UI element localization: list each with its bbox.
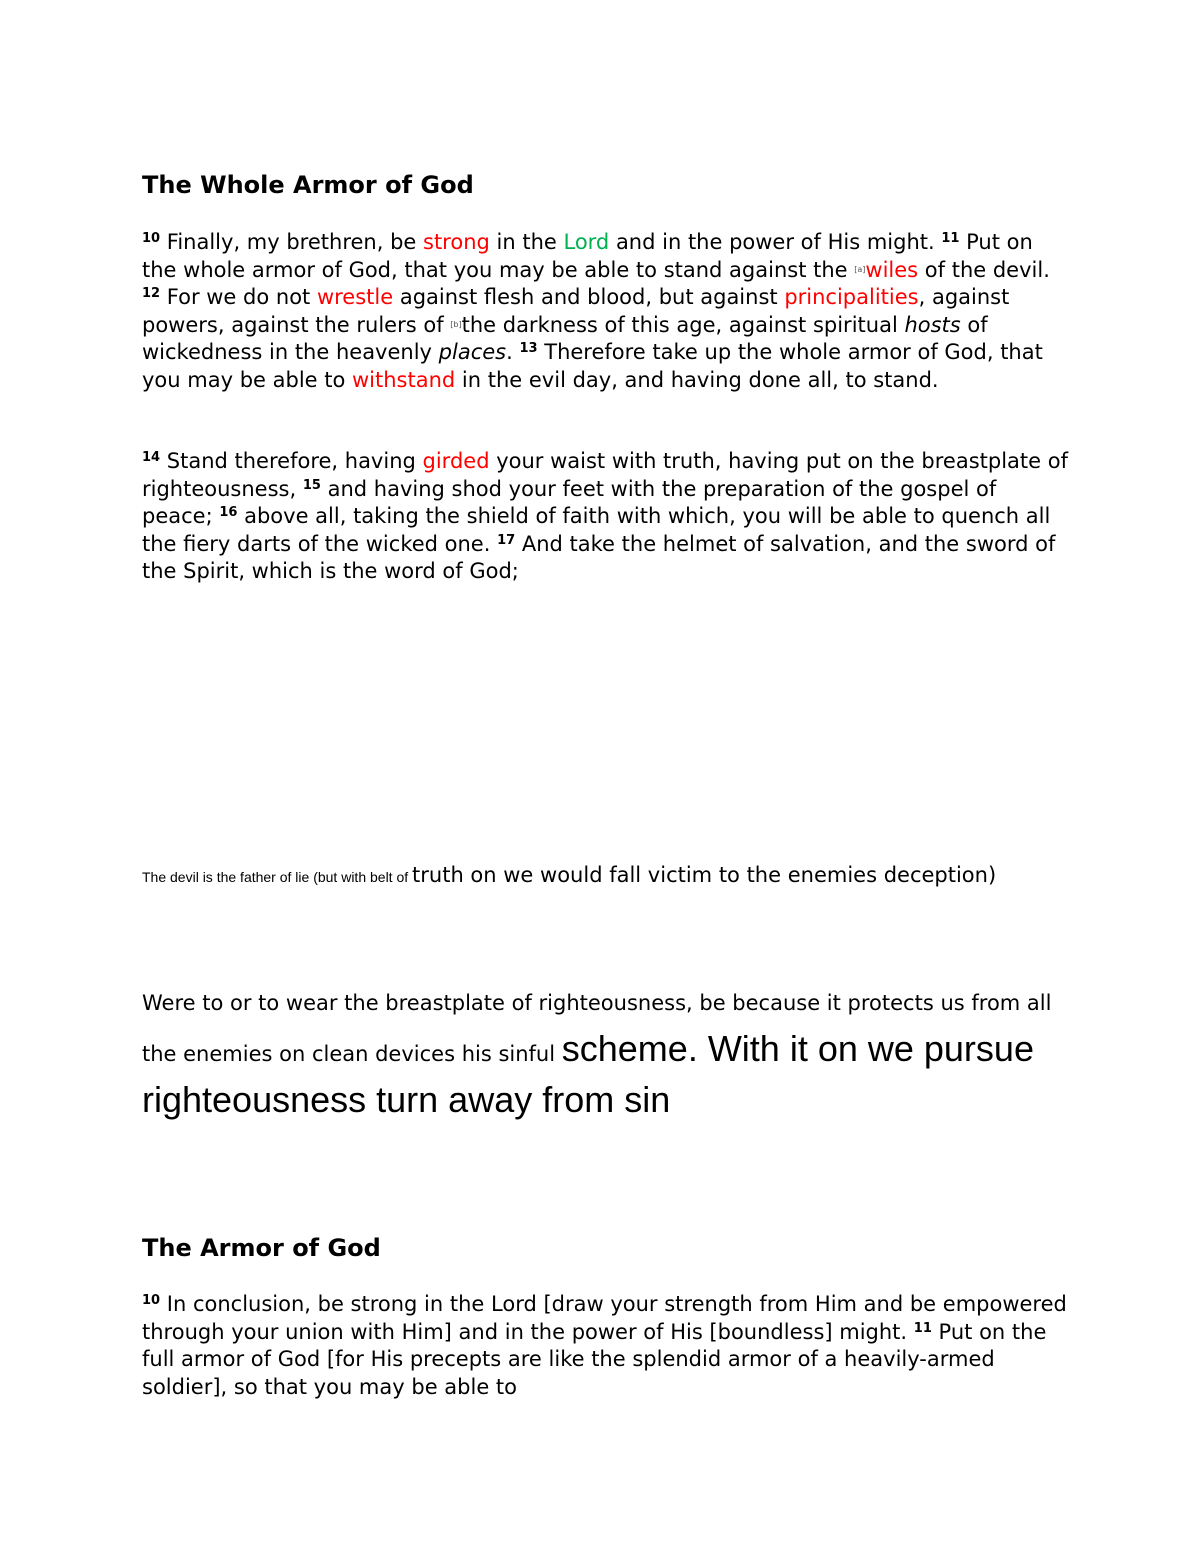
highlight-word: withstand xyxy=(352,367,456,392)
verse-number: 10 xyxy=(142,1293,161,1308)
highlight-word: strong xyxy=(423,230,490,254)
passage-text: in the evil day, and having done all, to stand. xyxy=(455,367,939,392)
passage-text: in the xyxy=(489,230,564,254)
footnote-marker[interactable]: [b] xyxy=(450,319,462,329)
passage-text: And take the helmet of salvation, and the sword of the Spirit, which is the word of God; xyxy=(142,531,1056,583)
passage-block xyxy=(142,229,1072,394)
highlight-word: girded xyxy=(422,449,490,473)
verse-number: 17 xyxy=(497,532,516,548)
verse-number: 16 xyxy=(219,505,238,520)
verse-number: 13 xyxy=(519,341,538,356)
passage-text: against flesh and blood, but against xyxy=(393,285,785,309)
note-small-text: The devil is the father of lie (but with belt of xyxy=(142,869,413,885)
note-block xyxy=(142,860,1072,892)
passage-paragraph xyxy=(142,229,1072,394)
note-text: truth on we would fall victim to the enemies deception) xyxy=(412,863,997,887)
italic-word: places xyxy=(438,340,507,364)
section-heading xyxy=(142,1233,1072,1263)
note-large-text: scheme. With it on we pursue righteousness turn away from sin xyxy=(142,1028,1034,1120)
passage-text: In conclusion, be strong in the Lord [draw your strength from Him and be empowered through your union with Him] and in the power of His [boundless] might. xyxy=(142,1292,1067,1344)
verse-number: 14 xyxy=(142,450,161,465)
passage-text: . xyxy=(506,340,520,364)
note-paragraph xyxy=(142,860,1072,892)
heading-whole-armor: The Whole Armor of God xyxy=(142,171,474,199)
section-heading xyxy=(142,170,1072,200)
passage-block xyxy=(142,1291,1072,1401)
note-paragraph xyxy=(142,980,1072,1128)
verse-number: 10 xyxy=(142,231,161,246)
passage-text: Put on the full armor of God [for His precepts are like the splendid armor of a heavily-armed soldier], so that you may be able to xyxy=(142,1319,1047,1399)
passage-text: and having shod your feet with the preparation of the gospel of peace; xyxy=(142,476,997,528)
note-block xyxy=(142,980,1072,1128)
passage-text: of wickedness in the heavenly xyxy=(142,312,988,364)
footnote-marker[interactable]: [a] xyxy=(854,264,866,274)
italic-word: hosts xyxy=(904,312,961,337)
verse-number: 11 xyxy=(941,231,960,246)
passage-text: Put on the whole armor of God, that you may be able to stand against the xyxy=(142,230,1033,282)
highlight-word: wrestle xyxy=(316,285,394,309)
passage-text: Stand therefore, having xyxy=(160,449,423,473)
passage-text: above all, taking the shield of faith with which, you will be able to quench all the fiery darts of the wicked one. xyxy=(142,504,1051,556)
passage-text: of the devil. xyxy=(918,257,1050,282)
passage-text: For we do not xyxy=(160,285,317,309)
verse-number: 12 xyxy=(142,286,161,301)
verse-number: 11 xyxy=(913,1320,932,1336)
passage-paragraph xyxy=(142,448,1072,586)
passage-text: the darkness of this age, against spiritual xyxy=(461,312,905,337)
passage-text: and in the power of His might. xyxy=(609,230,942,254)
verse-number: 15 xyxy=(302,477,321,493)
heading-armor-of-god: The Armor of God xyxy=(142,1234,381,1262)
note-text: Were to or to wear the breastplate of righteousness, be because it protects us from all the enemies on clean devices his sinful xyxy=(142,991,1052,1066)
passage-paragraph xyxy=(142,1291,1072,1401)
highlight-word: wiles xyxy=(865,257,919,282)
passage-text: , against powers, against the rulers of xyxy=(142,285,1010,337)
passage-text: Finally, my brethren, be xyxy=(166,230,423,254)
passage-block xyxy=(142,448,1072,586)
highlight-word: principalities xyxy=(784,285,919,309)
passage-text: Therefore take up the whole armor of God, that you may be able to xyxy=(142,340,1043,392)
highlight-word: Lord xyxy=(563,230,610,254)
passage-text: your waist with truth, having put on the breastplate of righteousness, xyxy=(142,449,1068,501)
